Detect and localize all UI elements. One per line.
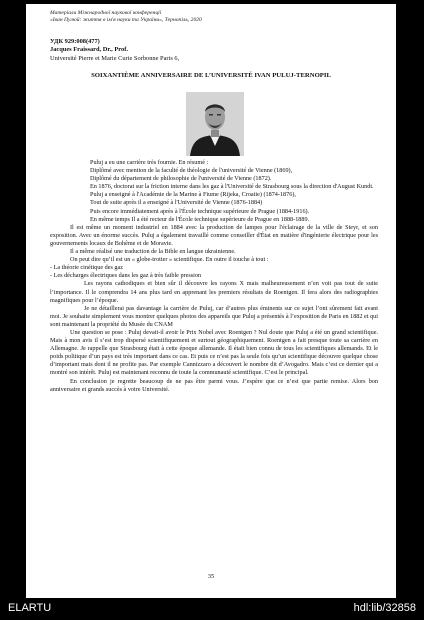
header-line-1: Матеріали Міжнародної наукової конференції	[50, 10, 162, 16]
portrait-photo	[186, 92, 244, 156]
paragraph: Les rayons cathodiques et bien sûr il découvre les rayons X mais malheureusement n’en voit pas tout de suite l’importance. Il le comprendra 14 ans plus tard en apprenant les premiers résultats de Roentgen. Il fera alors des radiographies magnifiques pour l’époque.	[50, 280, 378, 304]
paragraph: Il est même un moment industriel en 1884 avec la production de lampes pour l'éclairage de la ville de Steyr, et son exposition. Avec un énorme succès. Puluj a également travaillé comme conseiller d'État en matière d'ingénierie électrique pour les gouvernements locaux de Bohême et de Moravie.	[50, 223, 378, 247]
paragraph: Puluj a eu une carrière très fournie. En résumé :	[90, 159, 209, 166]
paragraph: Puis encore immédiatement après à l'École technique supérieure de Prague (1884-1916).	[90, 207, 310, 215]
header-line-2: «Іван Пулюй: життя в ім'я науки та України», Тернопіль, 2020	[50, 17, 202, 23]
paragraph: En 1876, doctorat sur la friction interne dans les gaz à l'Université de Strasbourg sous la direction d'August Kundt.	[90, 183, 374, 191]
article-title: SOIXANTIÈME ANNIVERSAIRE DE L’UNIVERSITÉ IVAN PULUJ-TERNOPIL	[91, 72, 331, 79]
footer-bar	[0, 598, 424, 620]
page-number: 35	[207, 573, 215, 580]
list-item: - La théorie cinétique des gaz	[50, 264, 124, 272]
article-body	[50, 159, 378, 394]
paragraph: Je ne détaillerai pas davantage la carrière de Puluj, car d’autres plus éminents sur ce sujet l’ont sûrement fait avant moi. Je souhaite simplement vous montrer quelques photos des appareils que Puluj a présentés à l’exposition de Paris en 1882 et qui sont maintenant la propriété du Musée du CNAM	[50, 304, 378, 328]
paragraph: Diplômé du département de philosophie de l'université de Vienne (1872).	[90, 175, 272, 183]
repository-name: ELARTU	[8, 602, 52, 614]
paragraph: Puluj a enseigné à l'Académie de la Marine à Fiume (Rijeka, Croatie) (1874-1876),	[90, 191, 296, 199]
list-item: - Les décharges électriques dans les gaz à très faible pression	[50, 272, 202, 280]
paragraph: En conclusion je regrette beaucoup de ne pas être parmi vous. J’espère que ce n’est que partie remise. Alors bon anniversaire et grands succès à votre Université.	[50, 377, 378, 393]
document-page	[26, 4, 396, 598]
author-name: Jacques Fraissard, Dr., Prof.	[50, 46, 128, 53]
paragraph: Une question se pose : Puluj devait-il avoir le Prix Nobel avec Roentgen ? Nul doute que Puluj a été un grand scientifique. Mais à mon avis il s’est trop dispersé scientifiquement et surtout géographiquement. Roentgen a fait presque toute sa carrière en Allemagne. Je rappelle que Strasbourg était à cette époque allemande. Il était bien connu de tous les scientifiques allemands. Et le poids politique d’un pays est très important dans ce cas. Et puis ce n’est pas la seule fois qu’un scientifique découvre quelque chose d’important mais dont il ne profite pas. Par exemple Cannizzaro a découvert le nombre dit d’Avogadro. Mais c’est ce dernier qui a montré son intérêt. Puluj est maintenant reconnu de toute la communauté scientifique. C’est le principal.	[50, 328, 378, 377]
paragraph: Diplômé avec mention de la faculté de théologie de l'université de Vienne (1869),	[90, 167, 293, 175]
paragraph: Tout de suite après il a enseigné à l'Université de Vienne (1876-1884)	[90, 199, 263, 207]
paragraph: Il a même réalisé une traduction de la Bible en langue ukrainienne.	[70, 248, 236, 256]
conference-header	[50, 10, 202, 24]
paragraph: En même temps Il a été recteur de l'École technique supérieure de Prague en 1888-1889.	[90, 215, 310, 223]
handle-id: hdl:lib/32858	[353, 602, 416, 614]
author-affiliation: Université Pierre et Marie Curie Sorbonne Paris 6,	[50, 55, 180, 62]
udk-code: УДК 929:008(477)	[50, 38, 100, 45]
paragraph: On peut dire qu’il est un « globe-trotter » scientifique. En outre il touche à tout :	[70, 256, 269, 264]
